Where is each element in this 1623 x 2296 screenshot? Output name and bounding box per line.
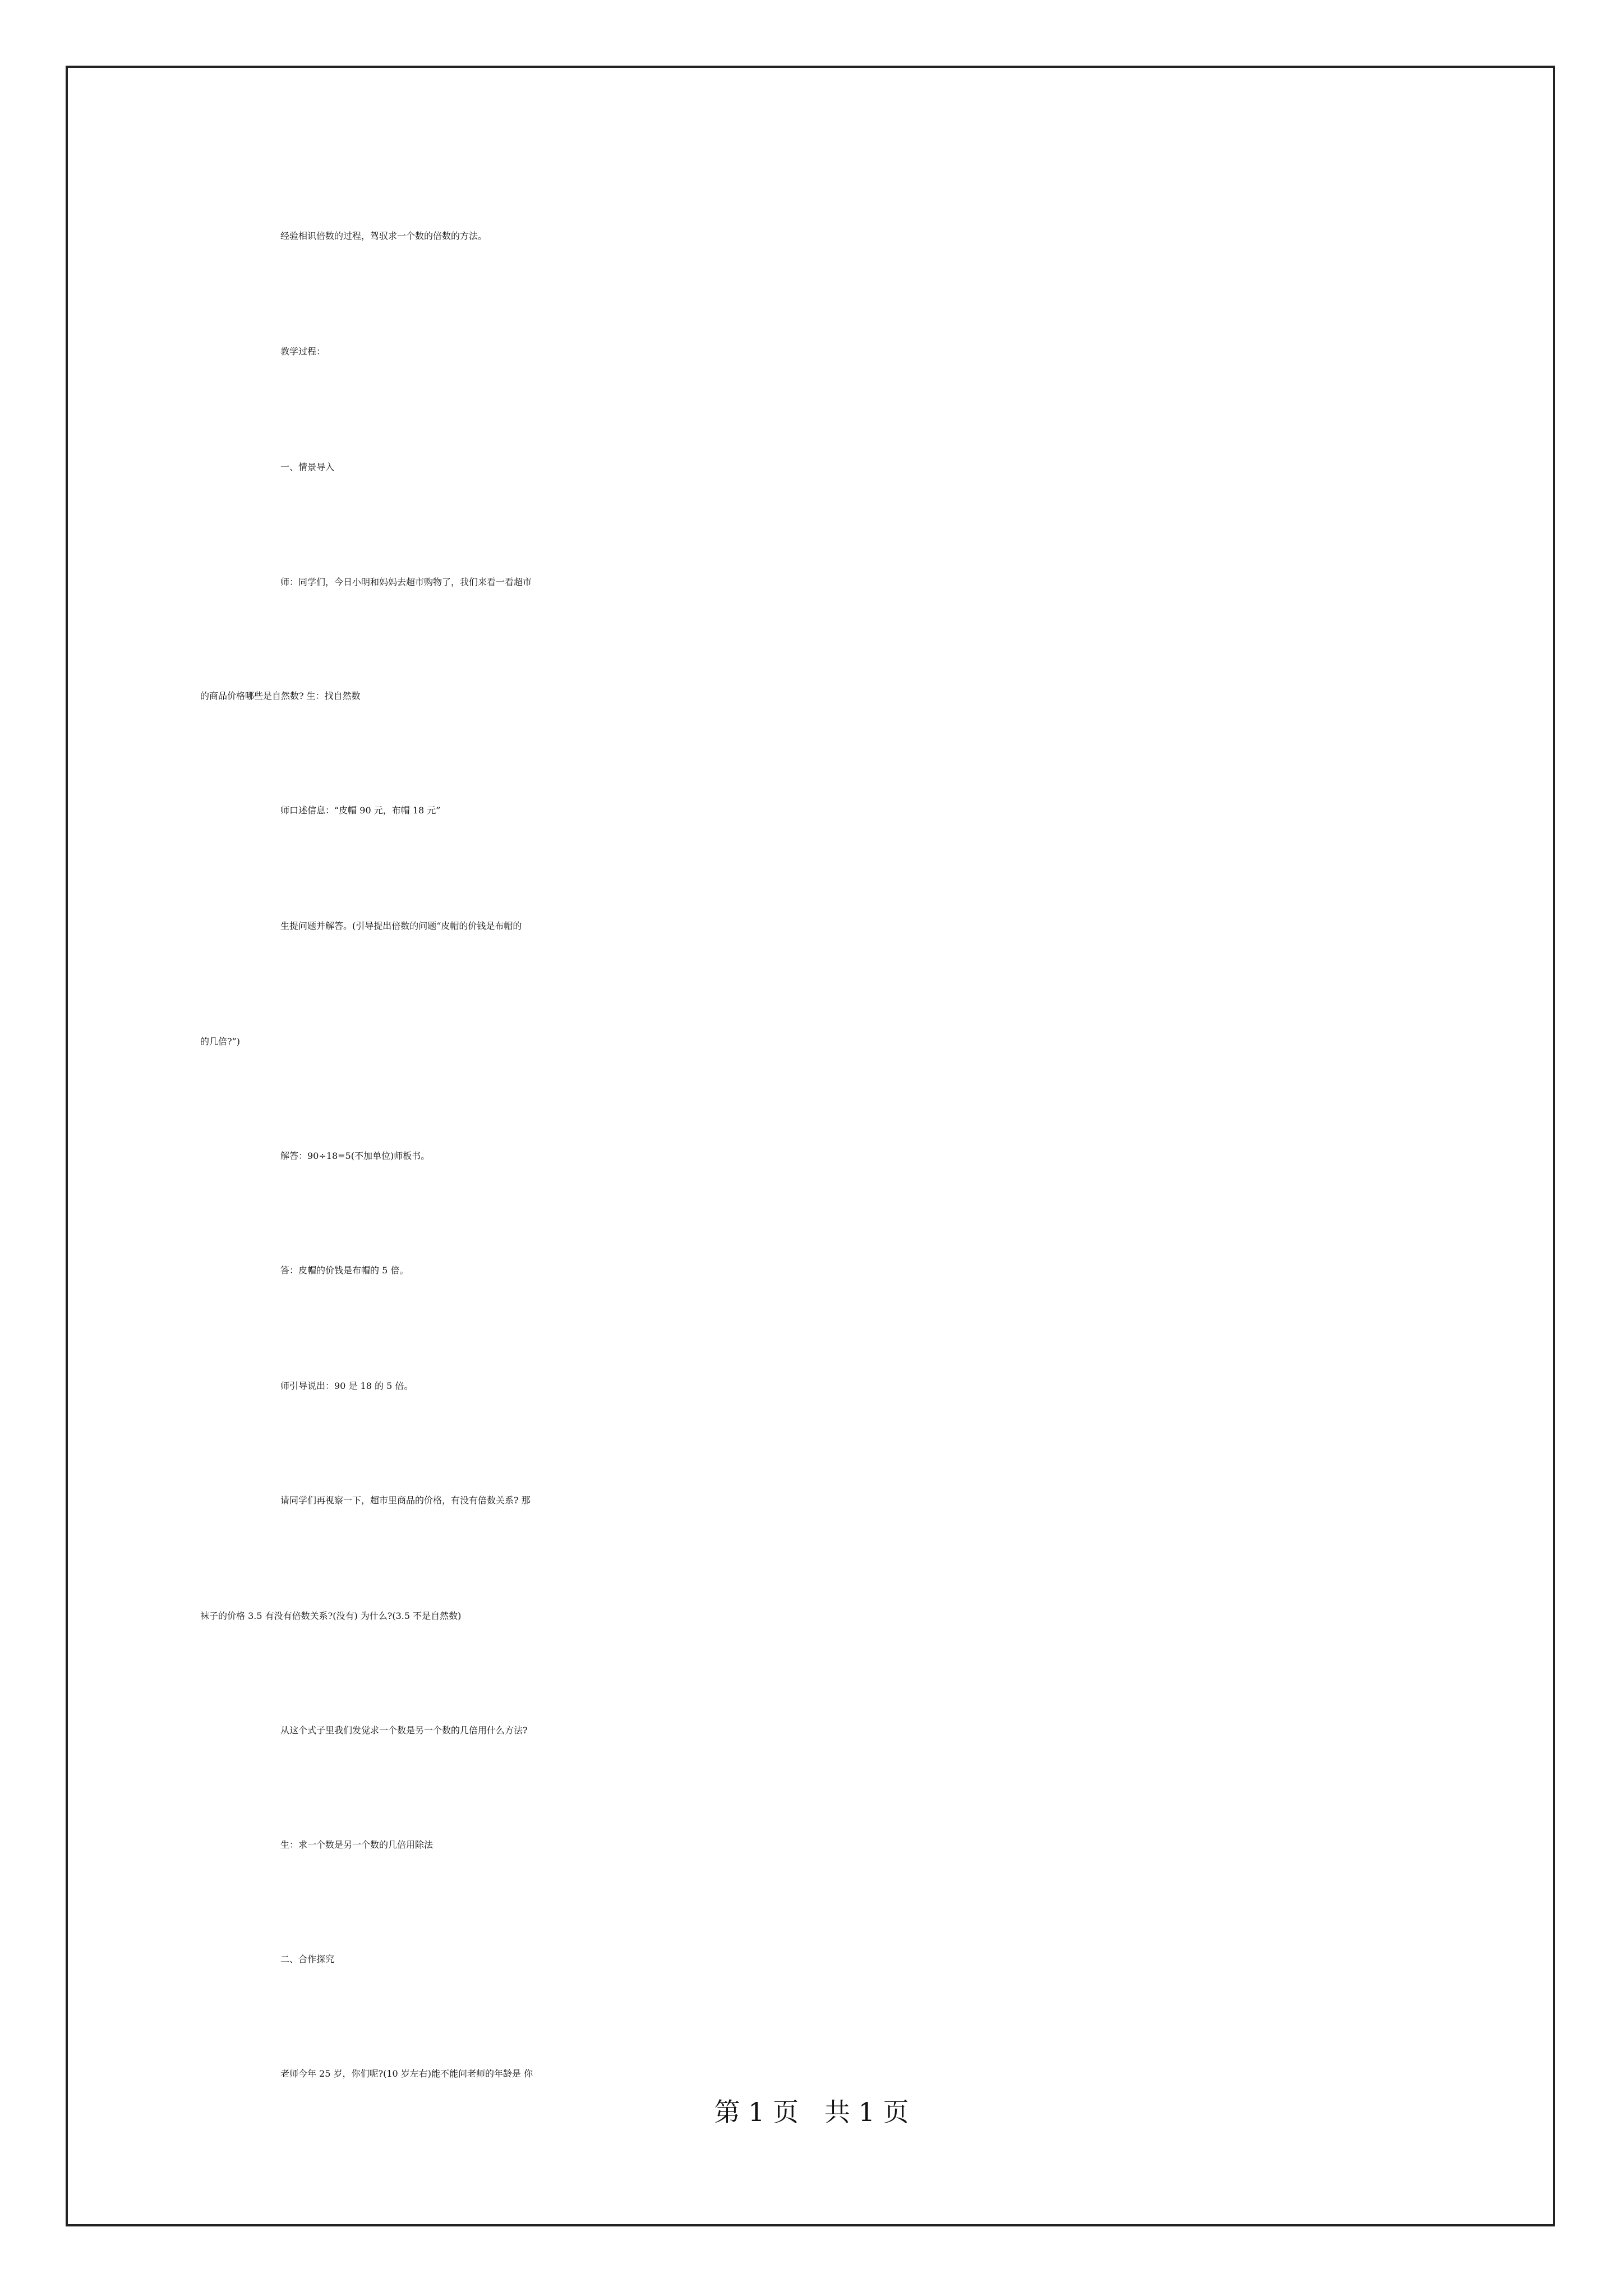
- page-footer: 第 1 页 共 1 页: [714, 2097, 909, 2127]
- paragraph: 解答：90÷18=5(不加单位)师板书。: [280, 1151, 430, 1161]
- section-heading: 二、合作探究: [280, 1954, 335, 1964]
- section-label: 教学过程：: [280, 346, 326, 357]
- paragraph: 师引导说出：90 是 18 的 5 倍。: [280, 1381, 413, 1391]
- paragraph-continuation: 的商品价格哪些是自然数? 生：找自然数: [200, 691, 361, 701]
- paragraph: 老师今年 25 岁，你们呢?(10 岁左右)能不能问老师的年龄是 你: [280, 2068, 533, 2079]
- paragraph-continuation: 袜子的价格 3.5 有没有倍数关系?(没有) 为什么?(3.5 不是自然数): [200, 1611, 462, 1621]
- paragraph: 请同学们再视察一下，超市里商品的价格，有没有倍数关系? 那: [280, 1495, 531, 1506]
- paragraph-continuation: 的几倍?”): [200, 1036, 241, 1047]
- paragraph: 生：求一个数是另一个数的几倍用除法: [280, 1839, 434, 1850]
- paragraph: 师口述信息：“皮帽 90 元，布帽 18 元”: [280, 805, 441, 816]
- paragraph: 答：皮帽的价钱是布帽的 5 倍。: [280, 1265, 409, 1276]
- paragraph: 经验相识倍数的过程，驾驭求一个数的倍数的方法。: [280, 231, 487, 241]
- paragraph: 师：同学们，今日小明和妈妈去超市购物了，我们来看一看超市: [280, 577, 532, 587]
- section-heading: 一、情景导入: [280, 462, 335, 472]
- paragraph: 生提问题并解答。(引导提出倍数的问题“皮帽的价钱是布帽的: [280, 921, 522, 931]
- paragraph: 从这个式子里我们发觉求一个数是另一个数的几倍用什么方法?: [280, 1725, 528, 1736]
